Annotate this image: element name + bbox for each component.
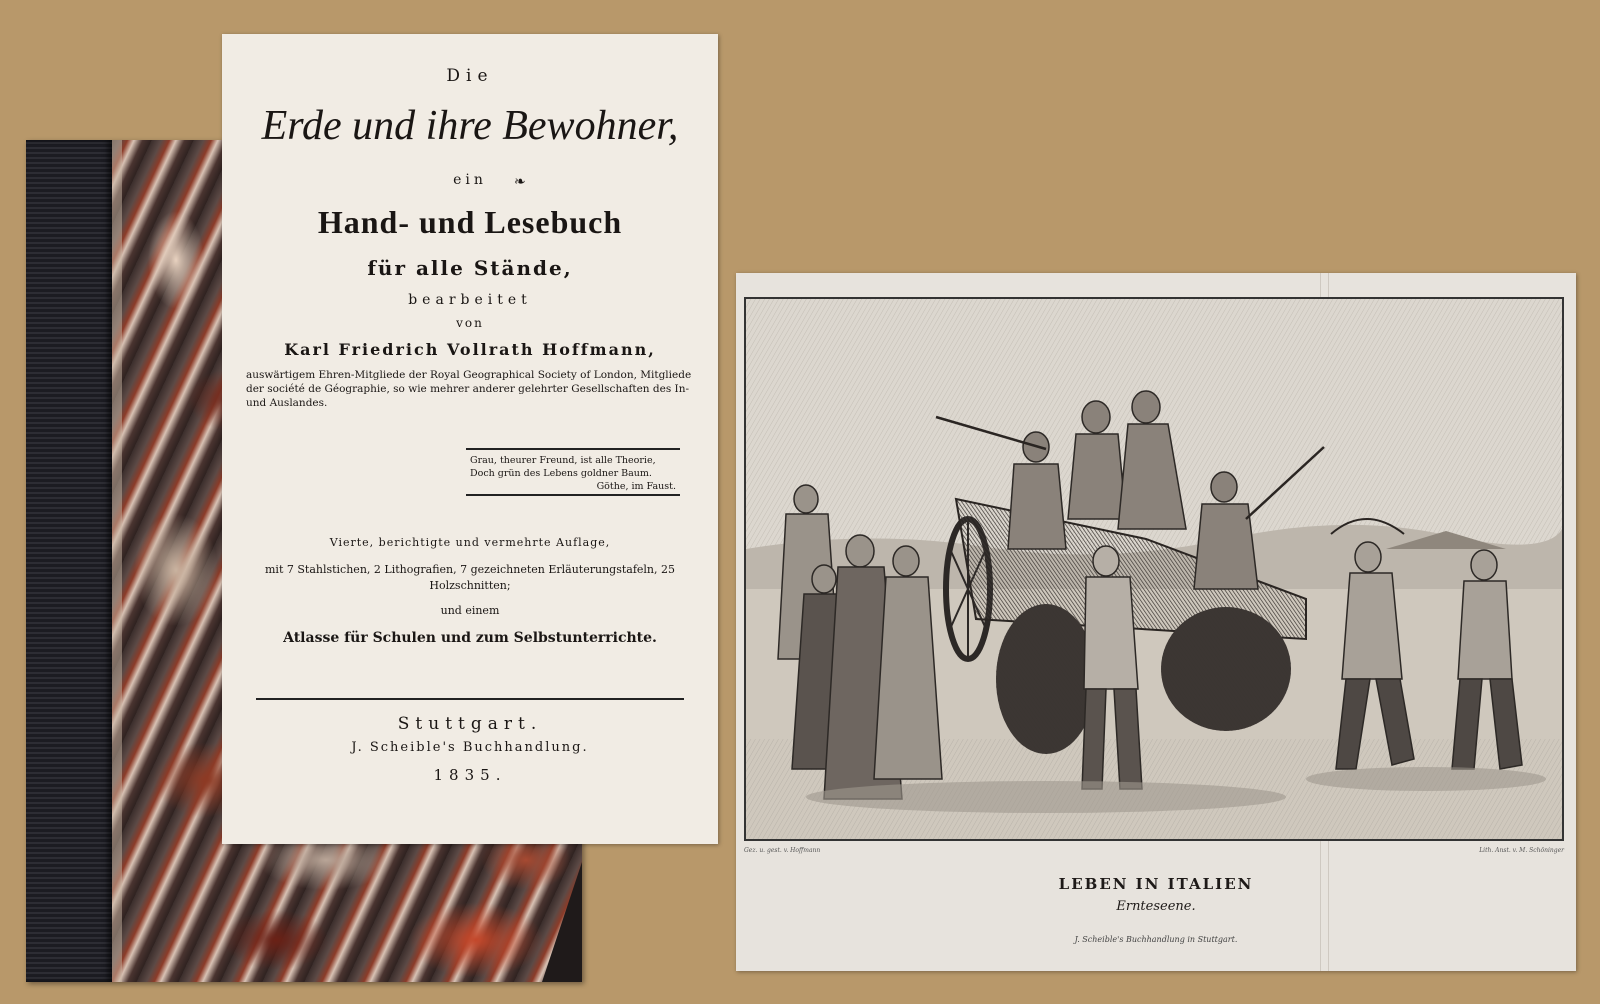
- book-spine-edge: [112, 140, 122, 982]
- title-ein: ein: [453, 172, 487, 188]
- title-die: Die: [446, 66, 494, 86]
- engraver-credit: Gez. u. gest. v. Hoffmann: [744, 847, 821, 854]
- author-affiliation: auswärtigem Ehren-Mitgliede der Royal Geographical Society of London, Mitgliede der société de Géographie, so wie mehrer anderer gelehrter Gesellschaften des In- und Auslandes.: [246, 369, 692, 409]
- plate-caption-title: LEBEN IN ITALIEN: [1058, 875, 1254, 893]
- motto-line-1: Grau, theurer Freund, ist alle Theorie,: [470, 455, 656, 466]
- motto-source: Göthe, im Faust.: [596, 481, 676, 492]
- lithographer-credit: Lith. Anst. v. M. Schöninger: [1479, 847, 1564, 854]
- book-corner: [542, 862, 582, 982]
- author-name: Karl Friedrich Vollrath Hoffmann,: [284, 340, 656, 359]
- bearbeitet-line: bearbeitet: [408, 292, 532, 308]
- atlas-line: Atlasse für Schulen und zum Selbstunterrichte.: [283, 630, 657, 646]
- for-all-line: für alle Stände,: [367, 256, 573, 280]
- engraving-plate: [736, 273, 1576, 971]
- harvest-scene-picture: [746, 299, 1562, 839]
- ornament-icon: ❧: [514, 174, 526, 190]
- edition-line: Vierte, berichtigte und vermehrte Auflage,: [329, 536, 611, 549]
- subtitle: Hand- und Lesebuch: [317, 204, 623, 240]
- plate-caption-subtitle: Ernteseene.: [1116, 899, 1196, 914]
- motto-box: [466, 448, 680, 496]
- motto-line-2: Doch grün des Lebens goldner Baum.: [470, 468, 652, 479]
- plate-caption-publisher: J. Scheible's Buchhandlung in Stuttgart.: [1074, 935, 1238, 944]
- von-line: von: [456, 316, 484, 330]
- publisher-name: J. Scheible's Buchhandlung.: [351, 740, 589, 755]
- und-einem-line: und einem: [440, 604, 500, 617]
- publication-city: Stuttgart.: [397, 714, 543, 734]
- main-title: Erde und ihre Bewohner,: [261, 103, 679, 149]
- title-page: [222, 34, 718, 844]
- publication-year: 1835.: [433, 766, 507, 784]
- engraving-illustration: [744, 297, 1564, 841]
- contents-line: mit 7 Stahlstichen, 2 Lithografien, 7 gezeichneten Erläuterungstafeln, 25 Holzschnitten;: [265, 563, 675, 592]
- book-spine: [26, 140, 112, 982]
- divider: [256, 698, 684, 700]
